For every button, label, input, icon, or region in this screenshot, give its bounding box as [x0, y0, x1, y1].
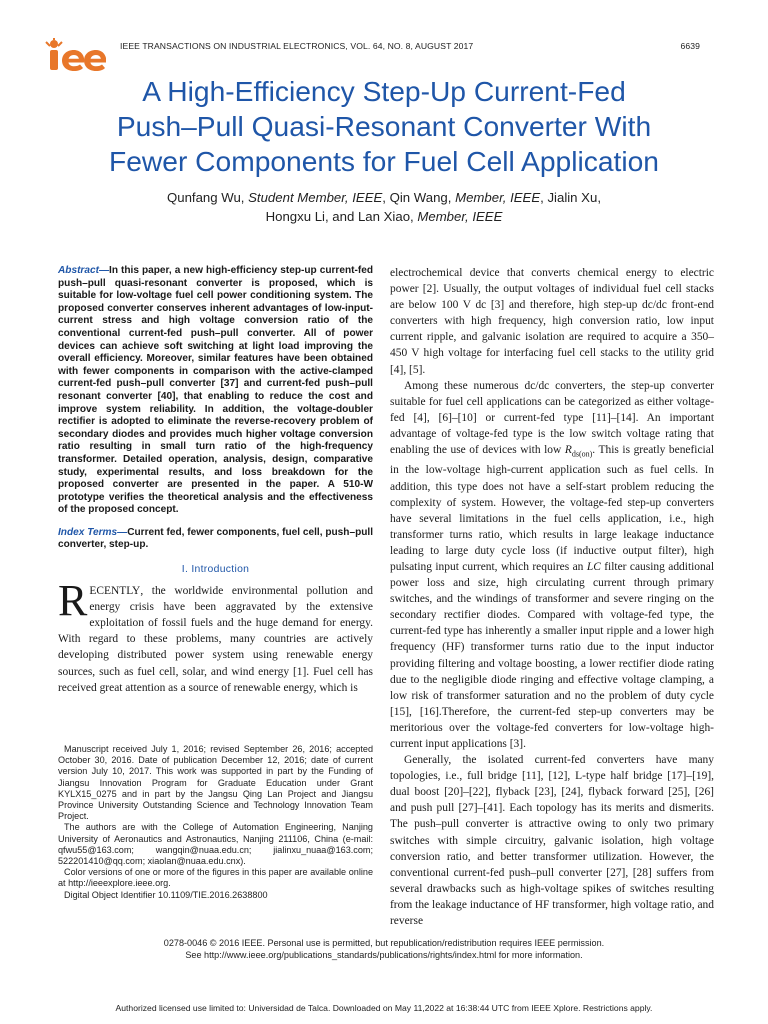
p1-text-b: front-end converters with high frequency, high conversion ratio, low input current ripple, and galvanic isolation are required to acquire a 350–450 V high voltage for interfacing fuel cell stacks to the utility grid [4], [5]. — [390, 299, 715, 376]
index-terms-text: Current fed, fewer components, fuel cell, push–pull converter, step-up. — [58, 526, 374, 551]
author-1: Qunfang Wu, — [167, 190, 249, 205]
author-4: Hongxu Li, and Lan Xiao, — [265, 209, 418, 224]
author-2-role: Member, IEEE — [455, 190, 541, 205]
p2-text-b: converters, the step-up converter suitable for fuel cell applications can be categorized as either voltage-fed [4], [6]–[10] or current-fed type [11]–[14]. An important advantage of voltage-fed type is the low switch voltage rating that enabling the use of devices with low — [390, 379, 714, 457]
right-paragraph-3: Generally, the isolated current-fed converters have many topologies, i.e., full bridge [11], [12], L-type half bridge [17]–[19], dual boost [20]–[22], flyback [23], [24], flyback forward [25], [26] and push pull [27]–[41]. Each topology has its merits and dismerits. The push–pull converter is attractive owing to only two primary switches with simple circuitry, galvanic isolation, high voltage conversion ratio, and better transformer utilization. However, the conventional current-fed push–pull converter [27], [28] suffers from several drawbacks such as high-voltage spikes of switches resulting from the leakage inductance of HF transformer, high voltage ratio, and reverse — [390, 754, 714, 928]
copyright-notice — [40, 938, 728, 961]
p1-dcdc: dc/dc — [642, 299, 667, 312]
p2-text-c: . This is greatly beneficial in the low-voltage high-current application such as fuel cells. In addition, this type does not have a self-start problem reducing the complexity of system. However, the voltage-fed step-up converters have several limitations in the fuel cells application, i.e., high transformer turns ratio, which results in large leakage inductance leading to large duty cycle loss (if inductive output filter), high pulsating input current, which requires an — [390, 444, 714, 573]
p2-dcdc: dc/dc — [524, 379, 550, 392]
footnote-manuscript: Manuscript received July 1, 2016; revised September 26, 2016; accepted October 30, 2016. Date of publication December 12, 2016; date of current version July 10, 2017. This work was supported in part by the Funding of Jiangsu Innovation Program for Graduate Education under Grant KYLX15_0275 and in part by the Jangsu Qing Lan Project and Jiangsu Province University Outstanding Science and Technology Innovation Team Project. — [58, 744, 373, 822]
p2-text-d: filter causing additional power loss and size, high circulating current through primary switches, and the windings of transformer and severe ringing on the secondary rectifier diodes. Compared with voltage-fed type, the current-fed type has inherently a smaller input ripple and a lower high frequency (HF) transformer turns ratio due to the input inductor providing filtering and voltage boosting, a lower rectifier diode rating due to the negligible diode ringing and effective voltage clamping, a low risk of transformer saturation and no the problem of duty cycle [15], [16].Therefore, the current-fed step-up converters may be meritorious over the voltage-fed converters for low-voltage high-current input applications [3]. — [390, 560, 715, 750]
section-heading-introduction: I. Introduction — [181, 564, 250, 576]
p2-lc: LC — [586, 560, 601, 573]
running-head — [120, 41, 700, 51]
footnote-doi: Digital Object Identifier 10.1109/TIE.2016.2638800 — [64, 889, 268, 900]
footnotes — [58, 744, 373, 901]
copyright-line-1: 0278-0046 © 2016 IEEE. Personal use is permitted, but republication/redistribution requires IEEE permission. — [163, 938, 605, 948]
index-terms — [58, 527, 373, 552]
author-list — [40, 188, 728, 226]
p2-rds: R — [564, 444, 572, 457]
title-line-1: A High-Efficiency Step-Up Current-Fed — [142, 75, 626, 107]
right-column — [390, 265, 714, 929]
left-column — [58, 265, 373, 696]
copyright-line-2: See http://www.ieee.org/publications_standards/publications/rights/index.html for more information. — [185, 949, 583, 960]
footnote-affiliation: The authors are with the College of Automation Engineering, Nanjing University of Aeronautics and Astronautics, Nanjing 211106, China (e-mail: qfwu55@163.com; wangqin@nuaa.edu.cn; jialinxu_nuaa@163.com; 522201410@qq.com; xiaolan@nuaa.edu.cnx). — [58, 822, 373, 867]
ieee-logo-icon — [44, 38, 106, 74]
right-paragraph-2 — [390, 378, 714, 752]
page-number: 6639 — [680, 41, 700, 51]
drop-cap: R — [58, 576, 88, 626]
index-terms-lead: Index Terms— — [58, 526, 128, 538]
p2-text-a: Among these numerous — [404, 379, 525, 392]
author-1-role: Student Member, IEEE — [248, 190, 383, 205]
intro-text: , the worldwide environmental pollution and energy crisis have been aggravated by the extensive exploitation of fossil fuels and the huge demand for energy. With regard to these problems, many countries are actively developing distributed power system using renewable energy sources, such as fuel cell, solar, and wind energy [1]. Fuel cell has received great attention as a source of renewable energy, which is — [58, 585, 373, 694]
journal-line: IEEE TRANSACTIONS ON INDUSTRIAL ELECTRONICS, VOL. 64, NO. 8, AUGUST 2017 — [120, 41, 474, 51]
author-3: , Jialin Xu, — [540, 190, 601, 205]
abstract-lead: Abstract— — [58, 265, 110, 276]
author-4-role: Member, IEEE — [417, 209, 503, 224]
abstract-text: In this paper, a new high-efficiency step-up current-fed push–pull quasi-resonant converter is proposed, which is suitable for low-voltage fuel cell power conditioning system. The proposed converter conserves inherent advantages of low-input-current stress and high voltage conversion ratio of the conventional current-fed push–pull converter. All of power devices can achieve soft switching at light load improving the overall efficiency. Moreover, similar features have been obtained with fewer components in comparison with the active-clamped current-fed push–pull converter [37] and current-fed push–pull resonant converter [40], that enabling to reduce the cost and improve system reliability. In addition, the voltage-doubler rectifier is adopted to eliminate the reverse-recovery problem of secondary diodes and provides much higher voltage conversion ratio resulting in small turn ratio of the high-frequency transformer. Detailed operation, analysis, design, comparative study, experimental results, and loss breakdown for the proposed converter are presented in the paper. A 510-W prototype verifies the theoretical analysis and the effectiveness of the proposed concept. — [58, 265, 373, 516]
right-paragraph-1 — [390, 265, 714, 378]
abstract — [58, 265, 373, 517]
title-line-3: Fewer Components for Fuel Cell Application — [109, 145, 659, 177]
author-2: , Qin Wang, — [382, 190, 456, 205]
footnote-color: Color versions of one or more of the figures in this paper are available online at http://ieeexplore.ieee.org. — [58, 867, 373, 889]
title-line-2: Push–Pull Quasi-Resonant Converter With — [116, 110, 652, 142]
intro-caps: ECENTLY — [89, 585, 141, 598]
intro-paragraph — [58, 576, 373, 696]
download-notice: Authorized licensed use limited to: Universidad de Talca. Downloaded on May 11,2022 at 16:38:44 UTC from IEEE Xplore. Restrictions apply. — [115, 1003, 653, 1013]
p1-text-a: electrochemical device that converts chemical energy to electric power [2]. Usually, the output voltages of individual fuel cell stacks are below 100 V dc [3] and therefore, high step-up — [390, 267, 714, 312]
paper-title — [40, 74, 728, 179]
p2-rds-sub: ds(on) — [571, 449, 593, 459]
